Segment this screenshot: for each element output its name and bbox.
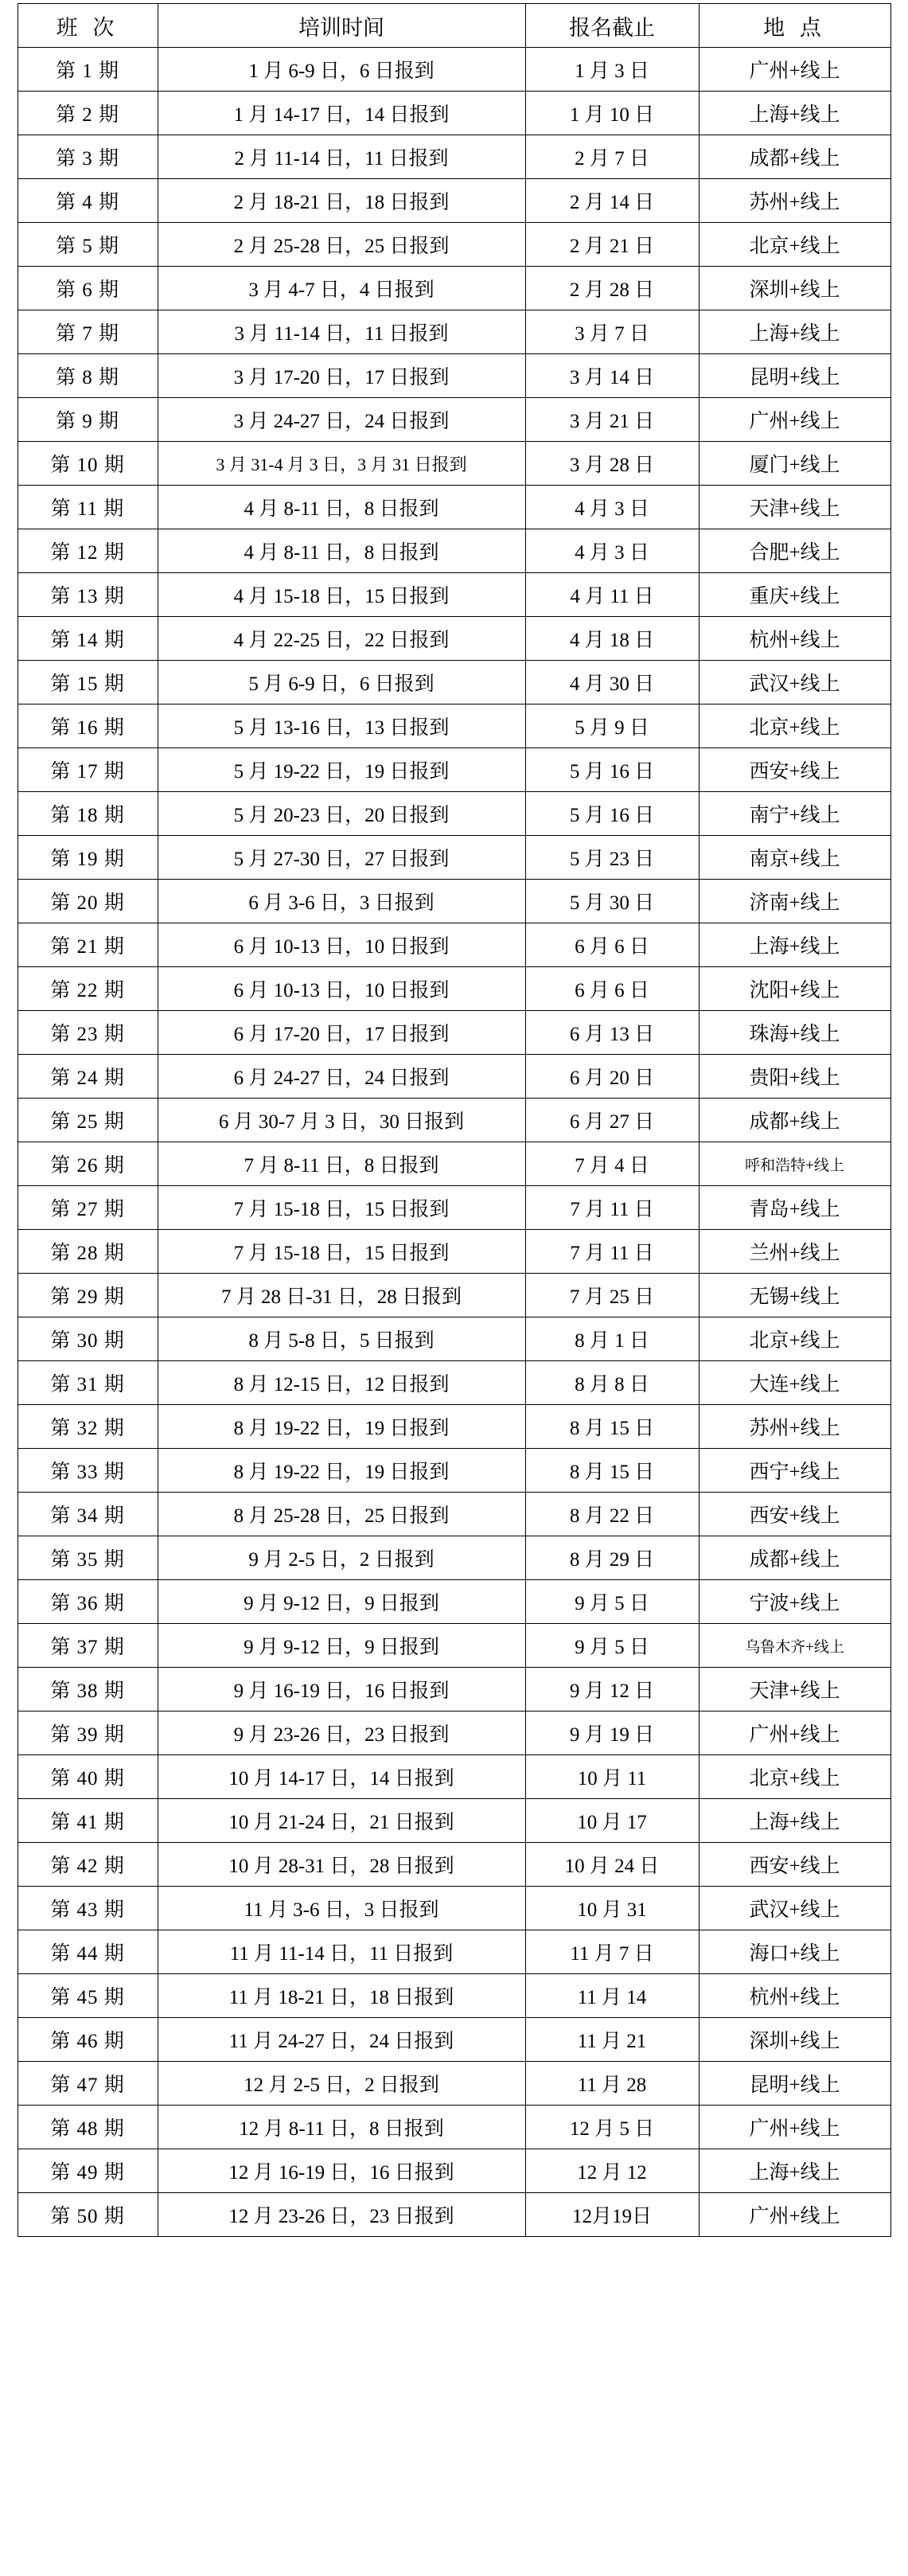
- cell-deadline: 5 月 16 日: [525, 748, 699, 792]
- cell-term: 第 30 期: [18, 1317, 158, 1361]
- cell-term: 第 46 期: [18, 2018, 158, 2062]
- cell-deadline: 3 月 28 日: [525, 442, 699, 486]
- cell-place: 杭州+线上: [699, 617, 890, 661]
- cell-period: 5 月 6-9 日，6 日报到: [158, 661, 525, 704]
- cell-period: 11 月 24-27 日，24 日报到: [158, 2018, 525, 2062]
- cell-term: 第 7 期: [18, 310, 158, 354]
- cell-period: 4 月 15-18 日，15 日报到: [158, 573, 525, 617]
- cell-period: 10 月 14-17 日，14 日报到: [158, 1755, 525, 1799]
- table-row: [18, 354, 890, 398]
- cell-term: 第 32 期: [18, 1405, 158, 1449]
- cell-place: 北京+线上: [699, 223, 890, 267]
- cell-period: 11 月 3-6 日，3 日报到: [158, 1887, 525, 1930]
- table-row: [18, 661, 890, 704]
- cell-term: 第 24 期: [18, 1055, 158, 1099]
- cell-term: 第 13 期: [18, 573, 158, 617]
- cell-place: 西安+线上: [699, 1493, 890, 1536]
- cell-place: 北京+线上: [699, 704, 890, 748]
- cell-place: 广州+线上: [699, 2106, 890, 2149]
- cell-deadline: 9 月 5 日: [525, 1624, 699, 1668]
- cell-period: 6 月 17-20 日，17 日报到: [158, 1011, 525, 1055]
- cell-period: 11 月 18-21 日，18 日报到: [158, 1974, 525, 2018]
- cell-place: 上海+线上: [699, 923, 890, 967]
- column-header-deadline: 报名截止: [525, 4, 699, 48]
- cell-period: 8 月 25-28 日，25 日报到: [158, 1493, 525, 1536]
- cell-period: 3 月 11-14 日，11 日报到: [158, 310, 525, 354]
- table-row: [18, 1099, 890, 1142]
- cell-place: 北京+线上: [699, 1755, 890, 1799]
- cell-deadline: 4 月 3 日: [525, 486, 699, 529]
- cell-place: 西安+线上: [699, 1843, 890, 1887]
- cell-period: 9 月 9-12 日，9 日报到: [158, 1624, 525, 1668]
- cell-place: 大连+线上: [699, 1361, 890, 1405]
- cell-deadline: 4 月 11 日: [525, 573, 699, 617]
- cell-period: 5 月 13-16 日，13 日报到: [158, 704, 525, 748]
- cell-term: 第 34 期: [18, 1493, 158, 1536]
- table-row: [18, 135, 890, 179]
- table-row: [18, 1011, 890, 1055]
- cell-period: 9 月 9-12 日，9 日报到: [158, 1580, 525, 1624]
- table-row: [18, 1186, 890, 1230]
- cell-deadline: 12 月 12: [525, 2149, 699, 2193]
- cell-term: 第 6 期: [18, 267, 158, 310]
- table-row: [18, 1317, 890, 1361]
- table-row: [18, 1930, 890, 1974]
- cell-place: 武汉+线上: [699, 1887, 890, 1930]
- cell-place: 深圳+线上: [699, 267, 890, 310]
- cell-period: 5 月 19-22 日，19 日报到: [158, 748, 525, 792]
- cell-period: 6 月 10-13 日，10 日报到: [158, 967, 525, 1011]
- cell-deadline: 10 月 17: [525, 1799, 699, 1843]
- table-row: [18, 2062, 890, 2106]
- cell-term: 第 10 期: [18, 442, 158, 486]
- cell-period: 12 月 2-5 日，2 日报到: [158, 2062, 525, 2106]
- cell-period: 2 月 25-28 日，25 日报到: [158, 223, 525, 267]
- cell-term: 第 3 期: [18, 135, 158, 179]
- table-row: [18, 2193, 890, 2237]
- cell-place: 厦门+线上: [699, 442, 890, 486]
- cell-period: 7 月 15-18 日，15 日报到: [158, 1186, 525, 1230]
- cell-period: 4 月 8-11 日，8 日报到: [158, 486, 525, 529]
- cell-deadline: 9 月 5 日: [525, 1580, 699, 1624]
- cell-deadline: 7 月 11 日: [525, 1186, 699, 1230]
- cell-period: 9 月 23-26 日，23 日报到: [158, 1711, 525, 1755]
- cell-term: 第 27 期: [18, 1186, 158, 1230]
- cell-place: 无锡+线上: [699, 1274, 890, 1317]
- cell-period: 7 月 28 日-31 日，28 日报到: [158, 1274, 525, 1317]
- cell-period: 2 月 11-14 日，11 日报到: [158, 135, 525, 179]
- table-row: [18, 1799, 890, 1843]
- table-row: [18, 1974, 890, 2018]
- cell-place: 天津+线上: [699, 486, 890, 529]
- cell-term: 第 45 期: [18, 1974, 158, 2018]
- cell-place: 呼和浩特+线上: [699, 1142, 890, 1186]
- cell-term: 第 1 期: [18, 48, 158, 92]
- cell-place: 宁波+线上: [699, 1580, 890, 1624]
- training-schedule-sheet: [0, 3, 908, 2237]
- cell-period: 9 月 16-19 日，16 日报到: [158, 1668, 525, 1711]
- training-schedule-table: [18, 3, 891, 2237]
- cell-place: 成都+线上: [699, 1099, 890, 1142]
- cell-term: 第 48 期: [18, 2106, 158, 2149]
- cell-term: 第 21 期: [18, 923, 158, 967]
- cell-period: 4 月 22-25 日，22 日报到: [158, 617, 525, 661]
- cell-place: 上海+线上: [699, 310, 890, 354]
- cell-term: 第 9 期: [18, 398, 158, 442]
- table-row: [18, 1668, 890, 1711]
- cell-place: 上海+线上: [699, 92, 890, 135]
- cell-term: 第 49 期: [18, 2149, 158, 2193]
- cell-place: 成都+线上: [699, 135, 890, 179]
- cell-term: 第 36 期: [18, 1580, 158, 1624]
- table-row: [18, 442, 890, 486]
- cell-place: 南宁+线上: [699, 792, 890, 836]
- table-row: [18, 1274, 890, 1317]
- cell-place: 沈阳+线上: [699, 967, 890, 1011]
- table-row: [18, 967, 890, 1011]
- cell-place: 北京+线上: [699, 1317, 890, 1361]
- cell-period: 6 月 3-6 日，3 日报到: [158, 880, 525, 923]
- cell-term: 第 8 期: [18, 354, 158, 398]
- table-body: [18, 48, 890, 2237]
- table-row: [18, 792, 890, 836]
- cell-term: 第 15 期: [18, 661, 158, 704]
- cell-term: 第 14 期: [18, 617, 158, 661]
- table-row: [18, 223, 890, 267]
- cell-term: 第 33 期: [18, 1449, 158, 1493]
- cell-period: 10 月 21-24 日，21 日报到: [158, 1799, 525, 1843]
- table-header-row: [18, 4, 890, 48]
- cell-deadline: 11 月 21: [525, 2018, 699, 2062]
- cell-term: 第 5 期: [18, 223, 158, 267]
- cell-place: 兰州+线上: [699, 1230, 890, 1274]
- table-row: [18, 1711, 890, 1755]
- cell-term: 第 16 期: [18, 704, 158, 748]
- cell-place: 杭州+线上: [699, 1974, 890, 2018]
- cell-deadline: 2 月 21 日: [525, 223, 699, 267]
- cell-term: 第 18 期: [18, 792, 158, 836]
- cell-period: 8 月 5-8 日，5 日报到: [158, 1317, 525, 1361]
- table-row: [18, 92, 890, 135]
- cell-deadline: 9 月 12 日: [525, 1668, 699, 1711]
- table-row: [18, 573, 890, 617]
- cell-deadline: 4 月 18 日: [525, 617, 699, 661]
- cell-place: 珠海+线上: [699, 1011, 890, 1055]
- cell-place: 苏州+线上: [699, 1405, 890, 1449]
- cell-place: 重庆+线上: [699, 573, 890, 617]
- cell-term: 第 42 期: [18, 1843, 158, 1887]
- cell-place: 昆明+线上: [699, 2062, 890, 2106]
- table-row: [18, 923, 890, 967]
- cell-period: 7 月 15-18 日，15 日报到: [158, 1230, 525, 1274]
- cell-deadline: 11 月 7 日: [525, 1930, 699, 1974]
- cell-deadline: 11 月 14: [525, 1974, 699, 2018]
- cell-deadline: 10 月 11: [525, 1755, 699, 1799]
- table-row: [18, 1536, 890, 1580]
- cell-period: 3 月 4-7 日，4 日报到: [158, 267, 525, 310]
- table-row: [18, 704, 890, 748]
- cell-deadline: 10 月 24 日: [525, 1843, 699, 1887]
- table-row: [18, 1843, 890, 1887]
- cell-term: 第 41 期: [18, 1799, 158, 1843]
- cell-period: 3 月 24-27 日，24 日报到: [158, 398, 525, 442]
- table-row: [18, 2149, 890, 2193]
- cell-deadline: 4 月 3 日: [525, 529, 699, 573]
- cell-deadline: 7 月 11 日: [525, 1230, 699, 1274]
- cell-term: 第 38 期: [18, 1668, 158, 1711]
- cell-place: 合肥+线上: [699, 529, 890, 573]
- cell-deadline: 2 月 7 日: [525, 135, 699, 179]
- cell-deadline: 12 月 5 日: [525, 2106, 699, 2149]
- cell-period: 6 月 30-7 月 3 日，30 日报到: [158, 1099, 525, 1142]
- cell-place: 广州+线上: [699, 48, 890, 92]
- cell-term: 第 31 期: [18, 1361, 158, 1405]
- cell-term: 第 39 期: [18, 1711, 158, 1755]
- column-header-period: 培训时间: [158, 4, 525, 48]
- cell-period: 6 月 24-27 日，24 日报到: [158, 1055, 525, 1099]
- cell-deadline: 6 月 27 日: [525, 1099, 699, 1142]
- cell-period: 1 月 6-9 日，6 日报到: [158, 48, 525, 92]
- table-row: [18, 1361, 890, 1405]
- cell-period: 1 月 14-17 日，14 日报到: [158, 92, 525, 135]
- table-row: [18, 310, 890, 354]
- cell-place: 昆明+线上: [699, 354, 890, 398]
- table-row: [18, 1624, 890, 1668]
- cell-deadline: 1 月 3 日: [525, 48, 699, 92]
- table-row: [18, 529, 890, 573]
- cell-term: 第 22 期: [18, 967, 158, 1011]
- table-row: [18, 1449, 890, 1493]
- cell-deadline: 5 月 16 日: [525, 792, 699, 836]
- table-row: [18, 1755, 890, 1799]
- cell-deadline: 2 月 28 日: [525, 267, 699, 310]
- cell-period: 6 月 10-13 日，10 日报到: [158, 923, 525, 967]
- cell-place: 海口+线上: [699, 1930, 890, 1974]
- table-row: [18, 486, 890, 529]
- cell-period: 2 月 18-21 日，18 日报到: [158, 179, 525, 223]
- cell-period: 7 月 8-11 日，8 日报到: [158, 1142, 525, 1186]
- cell-period: 3 月 31-4 月 3 日，3 月 31 日报到: [158, 442, 525, 486]
- cell-deadline: 1 月 10 日: [525, 92, 699, 135]
- column-header-place: 地 点: [699, 4, 890, 48]
- cell-term: 第 28 期: [18, 1230, 158, 1274]
- cell-period: 10 月 28-31 日，28 日报到: [158, 1843, 525, 1887]
- cell-deadline: 9 月 19 日: [525, 1711, 699, 1755]
- cell-deadline: 8 月 8 日: [525, 1361, 699, 1405]
- cell-place: 广州+线上: [699, 2193, 890, 2237]
- cell-place: 青岛+线上: [699, 1186, 890, 1230]
- cell-deadline: 10 月 31: [525, 1887, 699, 1930]
- cell-term: 第 4 期: [18, 179, 158, 223]
- cell-place: 武汉+线上: [699, 661, 890, 704]
- cell-place: 天津+线上: [699, 1668, 890, 1711]
- cell-term: 第 23 期: [18, 1011, 158, 1055]
- cell-term: 第 43 期: [18, 1887, 158, 1930]
- cell-deadline: 12月19日: [525, 2193, 699, 2237]
- cell-period: 3 月 17-20 日，17 日报到: [158, 354, 525, 398]
- cell-deadline: 2 月 14 日: [525, 179, 699, 223]
- cell-deadline: 3 月 21 日: [525, 398, 699, 442]
- cell-place: 西安+线上: [699, 748, 890, 792]
- table-row: [18, 748, 890, 792]
- table-row: [18, 1493, 890, 1536]
- table-row: [18, 1055, 890, 1099]
- cell-deadline: 7 月 25 日: [525, 1274, 699, 1317]
- table-row: [18, 880, 890, 923]
- cell-deadline: 5 月 30 日: [525, 880, 699, 923]
- cell-place: 上海+线上: [699, 1799, 890, 1843]
- cell-term: 第 2 期: [18, 92, 158, 135]
- cell-deadline: 6 月 6 日: [525, 967, 699, 1011]
- cell-period: 8 月 19-22 日，19 日报到: [158, 1449, 525, 1493]
- cell-place: 贵阳+线上: [699, 1055, 890, 1099]
- cell-deadline: 6 月 13 日: [525, 1011, 699, 1055]
- cell-deadline: 6 月 20 日: [525, 1055, 699, 1099]
- cell-deadline: 8 月 1 日: [525, 1317, 699, 1361]
- table-row: [18, 1405, 890, 1449]
- cell-place: 南京+线上: [699, 836, 890, 880]
- cell-period: 5 月 27-30 日，27 日报到: [158, 836, 525, 880]
- cell-term: 第 26 期: [18, 1142, 158, 1186]
- cell-place: 广州+线上: [699, 1711, 890, 1755]
- table-row: [18, 398, 890, 442]
- cell-place: 济南+线上: [699, 880, 890, 923]
- cell-period: 8 月 19-22 日，19 日报到: [158, 1405, 525, 1449]
- cell-period: 12 月 8-11 日，8 日报到: [158, 2106, 525, 2149]
- table-header: [18, 4, 890, 48]
- cell-period: 4 月 8-11 日，8 日报到: [158, 529, 525, 573]
- cell-period: 8 月 12-15 日，12 日报到: [158, 1361, 525, 1405]
- cell-place: 广州+线上: [699, 398, 890, 442]
- table-row: [18, 2106, 890, 2149]
- table-row: [18, 48, 890, 92]
- cell-term: 第 11 期: [18, 486, 158, 529]
- cell-deadline: 7 月 4 日: [525, 1142, 699, 1186]
- cell-period: 11 月 11-14 日，11 日报到: [158, 1930, 525, 1974]
- cell-deadline: 3 月 7 日: [525, 310, 699, 354]
- table-row: [18, 2018, 890, 2062]
- cell-term: 第 20 期: [18, 880, 158, 923]
- cell-place: 苏州+线上: [699, 179, 890, 223]
- cell-place: 成都+线上: [699, 1536, 890, 1580]
- cell-place: 上海+线上: [699, 2149, 890, 2193]
- table-row: [18, 617, 890, 661]
- cell-deadline: 4 月 30 日: [525, 661, 699, 704]
- table-row: [18, 179, 890, 223]
- cell-term: 第 29 期: [18, 1274, 158, 1317]
- cell-deadline: 5 月 9 日: [525, 704, 699, 748]
- cell-term: 第 50 期: [18, 2193, 158, 2237]
- table-row: [18, 1887, 890, 1930]
- cell-place: 西宁+线上: [699, 1449, 890, 1493]
- cell-term: 第 12 期: [18, 529, 158, 573]
- cell-term: 第 17 期: [18, 748, 158, 792]
- table-row: [18, 267, 890, 310]
- cell-term: 第 19 期: [18, 836, 158, 880]
- cell-place: 深圳+线上: [699, 2018, 890, 2062]
- cell-deadline: 8 月 22 日: [525, 1493, 699, 1536]
- cell-deadline: 11 月 28: [525, 2062, 699, 2106]
- cell-period: 12 月 23-26 日，23 日报到: [158, 2193, 525, 2237]
- cell-period: 5 月 20-23 日，20 日报到: [158, 792, 525, 836]
- cell-term: 第 35 期: [18, 1536, 158, 1580]
- cell-deadline: 8 月 15 日: [525, 1405, 699, 1449]
- cell-term: 第 47 期: [18, 2062, 158, 2106]
- cell-deadline: 5 月 23 日: [525, 836, 699, 880]
- cell-term: 第 37 期: [18, 1624, 158, 1668]
- cell-term: 第 40 期: [18, 1755, 158, 1799]
- cell-place: 乌鲁木齐+线上: [699, 1624, 890, 1668]
- column-header-term: 班 次: [18, 4, 158, 48]
- table-row: [18, 1580, 890, 1624]
- cell-deadline: 8 月 29 日: [525, 1536, 699, 1580]
- table-row: [18, 1142, 890, 1186]
- cell-deadline: 6 月 6 日: [525, 923, 699, 967]
- cell-period: 9 月 2-5 日，2 日报到: [158, 1536, 525, 1580]
- cell-term: 第 44 期: [18, 1930, 158, 1974]
- cell-deadline: 3 月 14 日: [525, 354, 699, 398]
- cell-deadline: 8 月 15 日: [525, 1449, 699, 1493]
- cell-period: 12 月 16-19 日，16 日报到: [158, 2149, 525, 2193]
- cell-term: 第 25 期: [18, 1099, 158, 1142]
- table-row: [18, 836, 890, 880]
- table-row: [18, 1230, 890, 1274]
